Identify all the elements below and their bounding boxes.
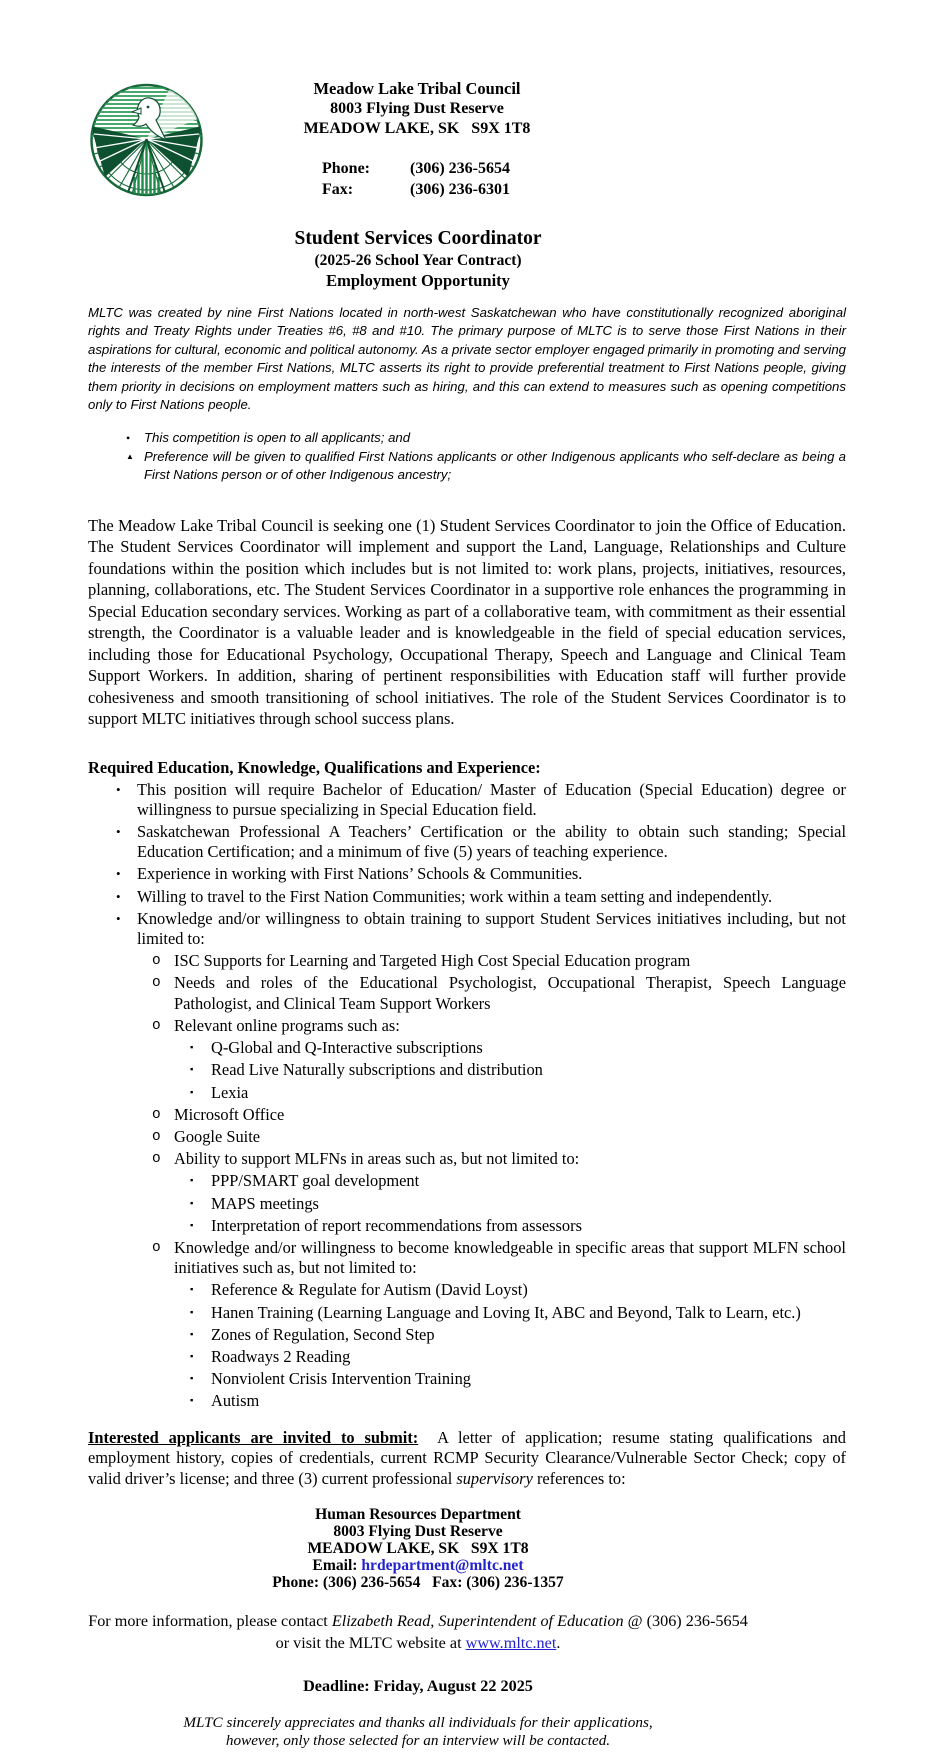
bullet-icon: •: [116, 824, 121, 840]
org-name: Meadow Lake Tribal Council: [313, 79, 521, 98]
eagle-thunderbird-icon: [88, 82, 205, 204]
list-item-text: Hanen Training (Learning Language and Loving It, ABC and Beyond, Talk to Learn, etc.): [211, 1302, 801, 1322]
list-item: [88, 1347, 846, 1367]
contract-subtitle: (2025-26 School Year Contract): [314, 252, 522, 269]
org-address-line1: 8003 Flying Dust Reserve: [330, 100, 504, 117]
list-item-text: PPP/SMART goal development: [211, 1171, 420, 1191]
list-item: [88, 864, 846, 884]
list-item: [88, 1391, 846, 1411]
square-bullet-icon: ▪: [190, 1176, 194, 1187]
bullet-icon: •: [116, 781, 121, 797]
bullet-icon: •: [116, 888, 121, 904]
list-item: [88, 1280, 846, 1300]
contact-person: Elizabeth Read, Superintendent of Education: [331, 1612, 624, 1631]
more-info-period: .: [556, 1633, 561, 1652]
application-instructions-paragraph: [88, 1427, 851, 1490]
submit-lead: Interested applicants are invited to submit:: [88, 1427, 419, 1447]
phone-label: Phone:: [322, 160, 370, 177]
title-block: [88, 227, 748, 291]
hr-department: Human Resources Department: [315, 1506, 521, 1524]
square-bullet-icon: ▪: [190, 1396, 194, 1407]
list-item: [88, 1171, 846, 1191]
org-fax-row: [322, 179, 571, 200]
circle-bullet-icon: o: [152, 1151, 161, 1168]
list-item-text: Q-Global and Q-Interactive subscriptions: [211, 1038, 483, 1058]
org-phone-row: [322, 158, 571, 179]
deadline-text: Deadline: Friday, August 22 2025: [303, 1677, 533, 1696]
list-item: [88, 448, 846, 485]
list-item: [88, 1083, 846, 1103]
list-item-text: Read Live Naturally subscriptions and distribution: [211, 1060, 543, 1080]
square-bullet-icon: ▪: [190, 1198, 194, 1209]
triangle-bullet-icon: ▲: [126, 451, 134, 461]
list-item-text: Autism: [211, 1391, 260, 1411]
square-bullet-icon: ▪: [190, 1285, 194, 1296]
circle-bullet-icon: o: [152, 953, 161, 970]
list-item: [88, 429, 846, 447]
phone-value: (306) 236-5654: [410, 160, 510, 177]
list-item: [88, 1216, 846, 1236]
circle-bullet-icon: o: [152, 1239, 161, 1256]
closing-line2: however, only those selected for an interview will be contacted.: [225, 1731, 611, 1749]
website-link[interactable]: www.mltc.net: [465, 1633, 557, 1652]
list-item-text: Ability to support MLFNs in areas such as, but not limited to:: [174, 1149, 580, 1169]
circle-bullet-icon: o: [152, 975, 161, 992]
list-item: [88, 780, 846, 820]
list-item: [88, 1016, 846, 1036]
bullet-icon: •: [116, 910, 121, 926]
requirements-list: [88, 780, 846, 1412]
bullet-icon: •: [126, 431, 131, 446]
list-item-text: Roadways 2 Reading: [211, 1346, 351, 1366]
closing-line1: MLTC sincerely appreciates and thanks all individuals for their applications,: [183, 1713, 653, 1731]
list-item: [88, 1194, 846, 1214]
more-info-text: For more information, please contact: [88, 1612, 332, 1631]
square-bullet-icon: ▪: [190, 1374, 194, 1385]
fax-label: Fax:: [322, 181, 354, 198]
square-bullet-icon: ▪: [190, 1307, 194, 1318]
list-item: [88, 909, 846, 949]
closing-note: [88, 1714, 748, 1750]
hr-phone-fax: Phone: (306) 236-5654 Fax: (306) 236-1357: [272, 1574, 564, 1592]
hr-email-row: [88, 1557, 748, 1574]
requirements-heading: Required Education, Knowledge, Qualifications and Experience:: [88, 757, 541, 777]
list-item-text: Knowledge and/or willingness to obtain training to support Student Services initiatives including, but not limited to:: [137, 908, 846, 949]
circle-bullet-icon: o: [152, 1128, 161, 1145]
letterhead: [88, 80, 846, 205]
list-item-text: Interpretation of report recommendations from assessors: [211, 1215, 582, 1235]
page-title: Student Services Coordinator: [294, 228, 542, 249]
hr-address-line2: MEADOW LAKE, SK S9X 1T8: [307, 1540, 529, 1558]
list-item-text: This competition is open to all applicants; and: [144, 430, 411, 446]
list-item: [88, 822, 846, 862]
list-item: [88, 1325, 846, 1345]
square-bullet-icon: ▪: [190, 1043, 194, 1054]
list-item: [88, 951, 846, 971]
list-item: [88, 1060, 846, 1080]
list-item-text: Zones of Regulation, Second Step: [211, 1324, 435, 1344]
square-bullet-icon: ▪: [190, 1329, 194, 1340]
list-item: [88, 887, 846, 907]
mltc-logo: [88, 82, 205, 204]
eligibility-bullet-list: [88, 429, 846, 484]
list-item: [88, 1149, 846, 1169]
square-bullet-icon: ▪: [190, 1065, 194, 1076]
list-item-text: ISC Supports for Learning and Targeted High Cost Special Education program: [174, 951, 691, 971]
circle-bullet-icon: o: [152, 1017, 161, 1034]
email-label: Email:: [312, 1557, 362, 1575]
list-item: [88, 1038, 846, 1058]
list-item-text: Google Suite: [174, 1126, 261, 1146]
position-overview-paragraph: The Meadow Lake Tribal Council is seeking one (1) Student Services Coordinator to join the Office of Education. The Student Services Coordinator will implement and support the Land, Language, Relationships and Culture foundations within the position which includes but is not limited to: work plans, projects, initiatives, resources, planning, collaborations, etc. The Student Services Coordinator in a supportive role enhances the programming in Special Education secondary services. Working as part of a collaborative team, with commitment as their essential strength, the Coordinator is a valuable leader and is knowledgeable in the field of special education services, including those for Educational Psychology, Occupational Therapy, Speech and Language and Clinical Team Support Workers. In addition, sharing of pertinent responsibilities with Education staff will further provide cohesiveness and smooth transitioning of school initiatives. The role of the Student Services Coordinator is to support MLTC initiatives through school success plans.: [88, 515, 846, 729]
list-item-text: Lexia: [211, 1082, 249, 1102]
submit-body: A letter of application; resume stating qualifications and employment history, copies of credentials, current RCMP Security Clearance/Vulnerable Sector Check; copy of valid driver’s license; and three (3) current professional: [88, 1427, 851, 1489]
list-item-text: Microsoft Office: [174, 1104, 285, 1124]
submit-italic-word: supervisory: [456, 1469, 533, 1489]
list-item-text: Willing to travel to the First Nation Communities; work within a team setting and independently.: [137, 886, 773, 906]
list-item-text: MAPS meetings: [211, 1193, 319, 1213]
circle-bullet-icon: o: [152, 1106, 161, 1123]
square-bullet-icon: ▪: [190, 1087, 194, 1098]
list-item: [88, 1105, 846, 1125]
list-item: [88, 1238, 846, 1278]
list-item-text: This position will require Bachelor of Education/ Master of Education (Special Education) degree or willingness to pursue specializing in Special Education field.: [137, 779, 846, 819]
fax-value: (306) 236-6301: [410, 181, 510, 198]
hr-contact-block: [88, 1506, 748, 1591]
list-item-text: Preference will be given to qualified First Nations applicants or other Indigenous applicants who self-declare as being a First Nations person or of other Indigenous ancestry;: [144, 448, 846, 483]
email-link[interactable]: hrdepartment@mltc.net: [361, 1557, 524, 1575]
list-item-text: Saskatchewan Professional A Teachers’ Certification or the ability to obtain such standing; Special Education Certification; and a minimum of five (5) years of teaching experience.: [137, 822, 846, 862]
more-info-paragraph: [88, 1611, 748, 1654]
list-item: [88, 973, 846, 1013]
bullet-icon: •: [116, 866, 121, 882]
list-item-text: Experience in working with First Nations’ Schools & Communities.: [137, 864, 583, 884]
more-info-text2: @ (306) 236-5654 or visit the MLTC website at: [275, 1612, 748, 1652]
list-item: [88, 1303, 846, 1323]
list-item-text: Nonviolent Crisis Intervention Training: [211, 1369, 471, 1389]
list-item-text: Needs and roles of the Educational Psychologist, Occupational Therapist, Speech Language Pathologist, and Clinical Team Support Workers: [174, 973, 846, 1013]
list-item: [88, 1369, 846, 1389]
list-item-text: Reference & Regulate for Autism (David Loyst): [211, 1280, 528, 1300]
submit-tail: references to:: [532, 1469, 626, 1489]
list-item-text: Knowledge and/or willingness to become knowledgeable in specific areas that support MLFN school initiatives such as, but not limited to:: [174, 1237, 846, 1278]
list-item: [88, 1127, 846, 1147]
square-bullet-icon: ▪: [190, 1351, 194, 1362]
org-address-line2: MEADOW LAKE, SK S9X 1T8: [303, 120, 531, 137]
list-item-text: Relevant online programs such as:: [174, 1015, 400, 1035]
employment-opportunity-label: Employment Opportunity: [326, 271, 510, 290]
square-bullet-icon: ▪: [190, 1220, 194, 1231]
hr-address-line1: 8003 Flying Dust Reserve: [333, 1523, 503, 1541]
mltc-mandate-paragraph: MLTC was created by nine First Nations located in north-west Saskatchewan who have constitutionally recognized aboriginal rights and Treaty Rights under Treaties #6, #8 and #10. The primary purpose of MLTC is to serve those First Nations in their aspirations for cultural, economic and political autonomy. As a private sector employer engaged primarily in promoting and serving the interests of the member First Nations, MLTC asserts its right to provide preferential treatment to First Nations people, giving them priority in decisions on employment matters such as hiring, and this can extend to measures such as opening competitions only to First Nations people.: [88, 305, 846, 413]
